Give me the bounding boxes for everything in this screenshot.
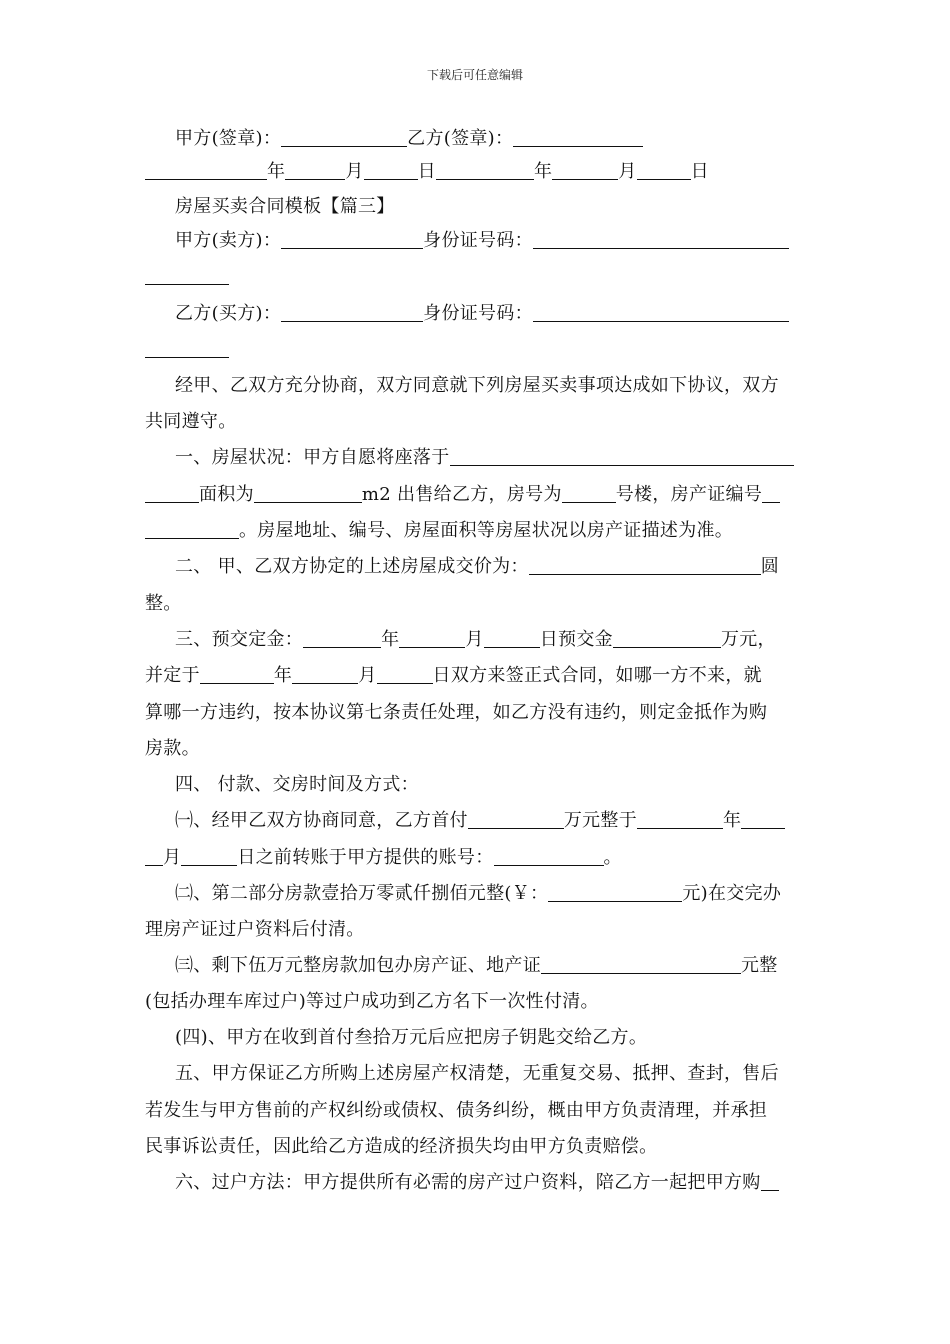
seller-id-label: 身份证号码：	[423, 230, 533, 251]
clause-4-item-4: (四)、甲方在收到首付叁拾万元后应把房子钥匙交给乙方。	[175, 1027, 648, 1048]
blank	[181, 847, 237, 866]
blank	[377, 665, 433, 684]
blank	[741, 810, 785, 829]
intro-line-1: 经甲、乙双方充分协商，双方同意就下列房屋买卖事项达成如下协议，双方	[175, 375, 779, 396]
date-line	[145, 161, 810, 183]
blank	[285, 161, 345, 180]
item-1-text-2: 万元整于	[563, 810, 638, 831]
cert-label: 号楼，房产证编号	[615, 484, 763, 505]
period: 。	[603, 847, 622, 868]
item-1-text: ㈠、经甲乙双方协商同意，乙方首付	[175, 810, 468, 831]
price-blank	[529, 556, 761, 575]
blank	[399, 629, 465, 648]
buyer-name-blank	[281, 303, 423, 322]
cert-blank	[762, 484, 780, 503]
blank	[637, 161, 691, 180]
buyer-label: 乙方(买方)：	[175, 303, 282, 324]
year-label: 年	[267, 161, 286, 182]
clause-2-text: 二、 甲、乙双方协定的上述房屋成交价为：	[175, 556, 529, 577]
clause-4-item-3-cont: (包括办理车库过户)等过户成功到乙方名下一次性付清。	[145, 991, 599, 1012]
blank	[200, 665, 274, 684]
blank	[637, 810, 723, 829]
blank	[364, 161, 418, 180]
blank	[145, 847, 163, 866]
clause-5-line-3: 民事诉讼责任，因此给乙方造成的经济损失均由甲方负责赔偿。	[145, 1136, 658, 1157]
party-b-sign-label: 乙方(签章)：	[407, 128, 514, 149]
clause-6-line-1	[145, 1172, 810, 1194]
account-blank	[494, 847, 604, 866]
buyer-id-blank	[533, 303, 789, 322]
clause-4-item-1	[145, 810, 810, 832]
clause-3-text: 日双方来签正式合同，如哪一方不来，就	[432, 665, 762, 686]
deposit-day-label: 日预交金	[539, 629, 613, 650]
clause-4-item-1-cont	[145, 847, 810, 869]
blank	[145, 266, 229, 285]
clause-5-line-2: 若发生与甲方售前的产权纠纷或债权、债务纠纷，概由甲方负责清理，并承担	[145, 1100, 768, 1121]
day-label: 日	[417, 161, 436, 182]
party-b-sign-blank	[513, 128, 643, 147]
room-blank	[562, 484, 616, 503]
month-label: 月	[465, 629, 484, 650]
clause-1-line-3	[145, 520, 810, 542]
clause-2-line-2: 整。	[145, 593, 182, 614]
blank	[145, 484, 199, 503]
month-label: 月	[358, 665, 377, 686]
blank	[761, 1172, 779, 1191]
item-2-text-2: 元)在交完办	[682, 883, 782, 904]
area-label: 面积为	[199, 484, 254, 505]
day-label: 日	[690, 161, 709, 182]
clause-1-text: 一、房屋状况：甲方自愿将座落于	[175, 447, 450, 468]
address-blank	[450, 447, 794, 466]
clause-4-item-2	[145, 883, 810, 905]
clause-3-line-2	[145, 665, 810, 687]
item-2-text: ㈡、第二部分房款壹拾万零贰仟捌佰元整(￥：	[175, 883, 549, 904]
clause-2-line-1	[145, 556, 810, 578]
clause-5-line-1: 五、甲方保证乙方所购上述房屋产权清楚，无重复交易、抵押、查封，售后	[175, 1063, 779, 1084]
buyer-id-label: 身份证号码：	[423, 303, 533, 324]
blank	[145, 161, 267, 180]
party-a-sign-blank	[281, 128, 407, 147]
month-label: 月	[618, 161, 637, 182]
blank	[436, 161, 534, 180]
blank	[303, 629, 381, 648]
clause-3-line-3: 算哪一方违约，按本协议第七条责任处理，如乙方没有违约，则定金抵作为购	[145, 702, 768, 723]
intro-line-2: 共同遵守。	[145, 411, 237, 432]
seller-label: 甲方(卖方)：	[175, 230, 282, 251]
section-title: 房屋买卖合同模板【篇三】	[175, 196, 395, 217]
clause-4-item-2-cont: 理房产证过户资料后付清。	[145, 919, 365, 940]
deposit-label: 三、预交定金：	[175, 629, 304, 650]
blank	[292, 665, 358, 684]
signature-line	[145, 128, 810, 150]
deposit-amount-blank	[613, 629, 721, 648]
year-label: 年	[723, 810, 742, 831]
fee-blank	[541, 955, 741, 974]
year-label: 年	[533, 161, 553, 182]
seller-line-cont	[145, 266, 810, 288]
clause-4-item-3	[145, 955, 810, 977]
year-label: 年	[273, 665, 293, 686]
blank	[145, 339, 229, 358]
amount-blank	[548, 883, 682, 902]
area-blank	[254, 484, 362, 503]
item-3-text: ㈢、剩下伍万元整房款加包办房产证、地产证	[175, 955, 541, 976]
down-payment-blank	[468, 810, 564, 829]
clause-3-line-4: 房款。	[145, 738, 200, 759]
room-label: m2 出售给乙方，房号为	[361, 484, 562, 505]
seller-id-blank	[533, 230, 789, 249]
page-header: 下载后可任意编辑	[426, 68, 523, 82]
clause-1-line-2	[145, 484, 810, 506]
seller-name-blank	[281, 230, 423, 249]
clause-1-text-end: 。房屋地址、编号、房屋面积等房屋状况以房产证描述为准。	[239, 520, 734, 541]
item-3-text-2: 元整	[741, 955, 778, 976]
blank	[484, 629, 540, 648]
clause-6-text: 六、过户方法：甲方提供所有必需的房产过户资料，陪乙方一起把甲方购	[175, 1172, 761, 1193]
blank	[552, 161, 618, 180]
clause-3-line-1	[145, 629, 810, 651]
buyer-line-cont	[145, 339, 810, 361]
month-label: 月	[345, 161, 364, 182]
set-label: 并定于	[145, 665, 200, 686]
currency-label: 圆	[760, 556, 780, 577]
cert-blank-cont	[145, 520, 239, 539]
wan-yuan-label: 万元，	[720, 629, 776, 650]
clause-4-title: 四、 付款、交房时间及方式：	[175, 774, 419, 795]
seller-line	[145, 230, 810, 252]
item-1-text-3: 日之前转账于甲方提供的账号：	[237, 847, 494, 868]
month-label: 月	[163, 847, 182, 868]
buyer-line	[145, 303, 810, 325]
year-label: 年	[381, 629, 400, 650]
party-a-sign-label: 甲方(签章)：	[175, 128, 282, 149]
clause-1-line-1	[145, 447, 810, 469]
